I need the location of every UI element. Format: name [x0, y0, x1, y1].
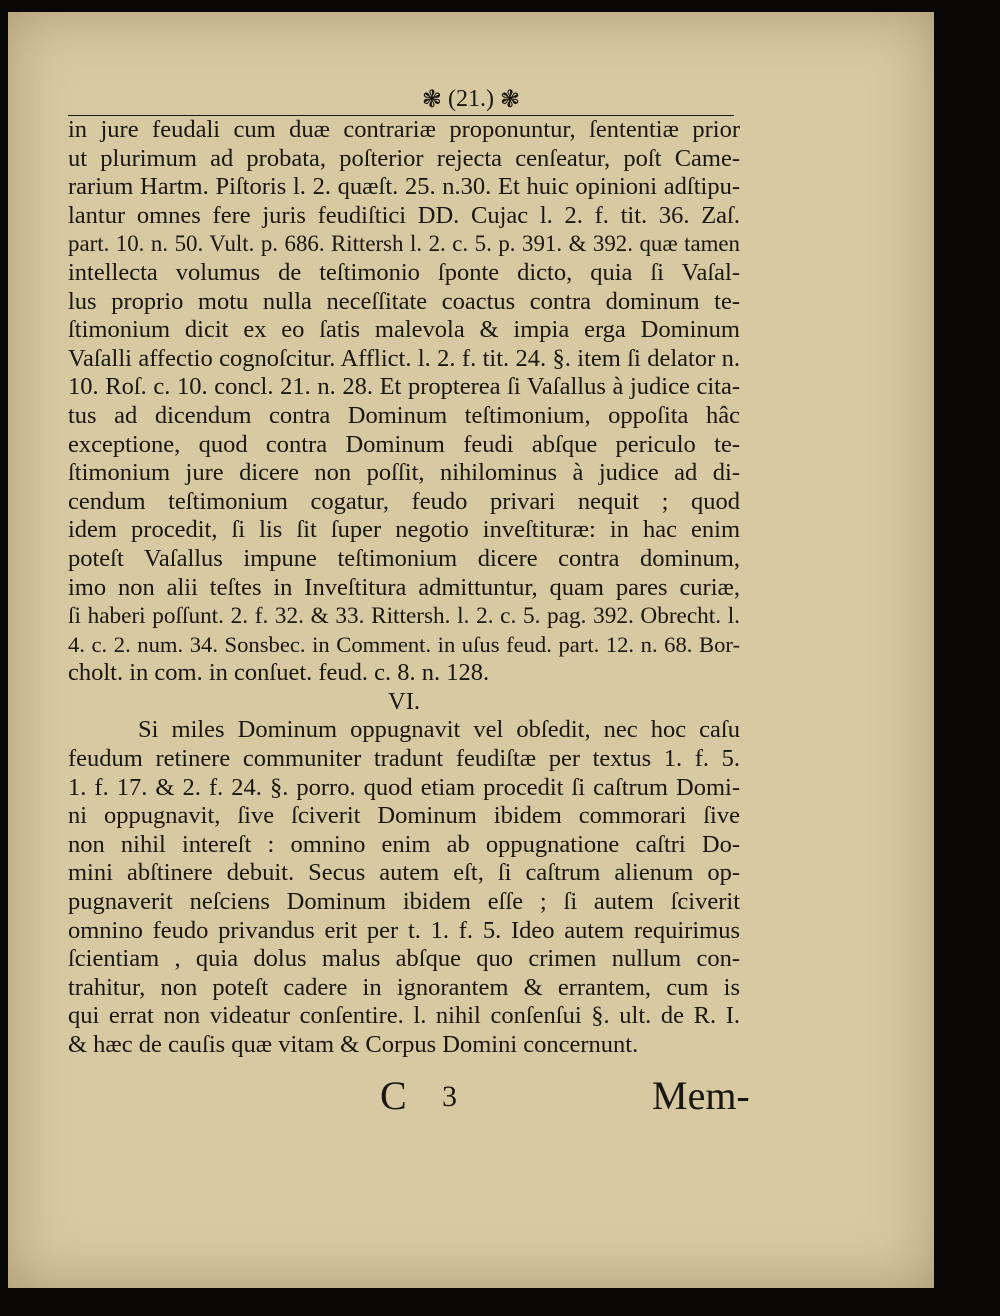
text-line: lantur omnes fere juris feudiſtici DD. Cujac l. 2. f. tit. 36. Zaſ. [68, 201, 740, 229]
text-line: feudum retinere communiter tradunt feudiſtæ per textus 1. f. 5. [68, 745, 740, 773]
fleuron-left-icon: ❃ [421, 87, 442, 113]
text-line: Si miles Dominum oppugnavit vel obſedit, nec hoc caſu [138, 716, 740, 744]
text-line: & hæc de cauſis quæ vitam & Corpus Domini concernunt. [68, 1031, 639, 1058]
text-line: Vaſalli affectio cognoſcitur. Afflict. l. 2. f. tit. 24. §. item ſi delator n. [68, 344, 740, 372]
text-line: in jure feudali cum duæ contrariæ proponuntur, ſententiæ prior [68, 116, 740, 143]
text-line: 1. f. 17. & 2. f. 24. §. porro. quod etiam procedit ſi caſtrum Domi- [68, 773, 740, 801]
text-line: ſi haberi poſſunt. 2. f. 32. & 33. Rittersh. l. 2. c. 5. pag. 392. Obrecht. l. [68, 603, 740, 630]
text-line: ut plurimum ad probata, poſterior rejecta cenſeatur, poſt Came- [68, 144, 740, 172]
text-line: qui errat non videatur conſentire. l. nihil conſenſui §. ult. de R. I. [68, 1002, 740, 1030]
signature-number: 3 [442, 1080, 457, 1113]
text-line: exceptione, quod contra Dominum feudi abſque periculo te- [68, 430, 740, 458]
text-line: ſtimonium dicit ex eo ſatis malevola & impia erga Dominum [68, 316, 740, 344]
text-line: omnino feudo privandus erit per t. 1. f. 5. Ideo autem requirimus [68, 916, 740, 944]
text-line: cholt. in com. in conſuet. feud. c. 8. n. 128. [68, 659, 490, 687]
text-line: 4. c. 2. num. 34. Sonsbec. in Comment. in uſus feud. part. 12. n. 68. Bor- [68, 631, 740, 657]
text-line: rarium Hartm. Piſtoris l. 2. quæſt. 25. n.30. Et huic opinioni adſtipu- [68, 173, 740, 201]
text-line: mini abſtinere debuit. Secus autem eſt, ſi caſtrum alienum op- [68, 859, 740, 887]
page-footer [8, 1072, 934, 1122]
text-line: cendum teſtimonium cogatur, feudo privari nequit ; quod [68, 487, 740, 515]
text-line: idem procedit, ſi lis ſit ſuper negotio inveſtituræ: in hac enim [68, 516, 740, 544]
body-text [68, 116, 740, 1060]
text-line: part. 10. n. 50. Vult. p. 686. Rittersh l. 2. c. 5. p. 391. & 392. quæ tamen [68, 231, 740, 257]
text-line: lus proprio motu nulla neceſſitate coactus contra dominum te- [68, 287, 740, 315]
running-header [8, 84, 934, 113]
text-line: imo non alii teſtes in Inveſtitura admittuntur, quam pares curiæ, [68, 573, 740, 601]
text-line: 10. Roſ. c. 10. concl. 21. n. 28. Et propterea ſi Vaſallus à judice cita- [68, 373, 740, 401]
page-number: (21.) [448, 86, 494, 112]
text-line: ſcientiam , quia dolus malus abſque quo crimen nullum con- [68, 945, 740, 973]
fleuron-right-icon: ❃ [499, 87, 521, 113]
signature-letter: C [380, 1073, 407, 1118]
text-line: pugnaverit neſciens Dominum ibidem eſſe ; ſi autem ſciverit [68, 888, 740, 916]
text-line: tus ad dicendum contra Dominum teſtimonium, oppoſita hâc [68, 401, 740, 429]
text-line: poteſt Vaſallus impune teſtimonium dicere contra dominum, [68, 544, 740, 572]
text-line: ni oppugnavit, ſive ſciverit Dominum ibidem commorari ſive [68, 802, 740, 830]
section-heading: VI. [388, 687, 420, 715]
text-line: trahitur, non poteſt cadere in ignorantem & errantem, cum is [68, 973, 740, 1001]
text-line: non nihil intereſt : omnino enim ab oppugnatione caſtri Do- [68, 830, 740, 858]
text-line: ſtimonium jure dicere non poſſit, nihilominus à judice ad di- [68, 459, 740, 487]
book-page [8, 12, 934, 1288]
text-line: intellecta volumus de teſtimonio ſponte dicto, quia ſi Vaſal- [68, 258, 740, 286]
catchword: Mem- [652, 1073, 750, 1118]
